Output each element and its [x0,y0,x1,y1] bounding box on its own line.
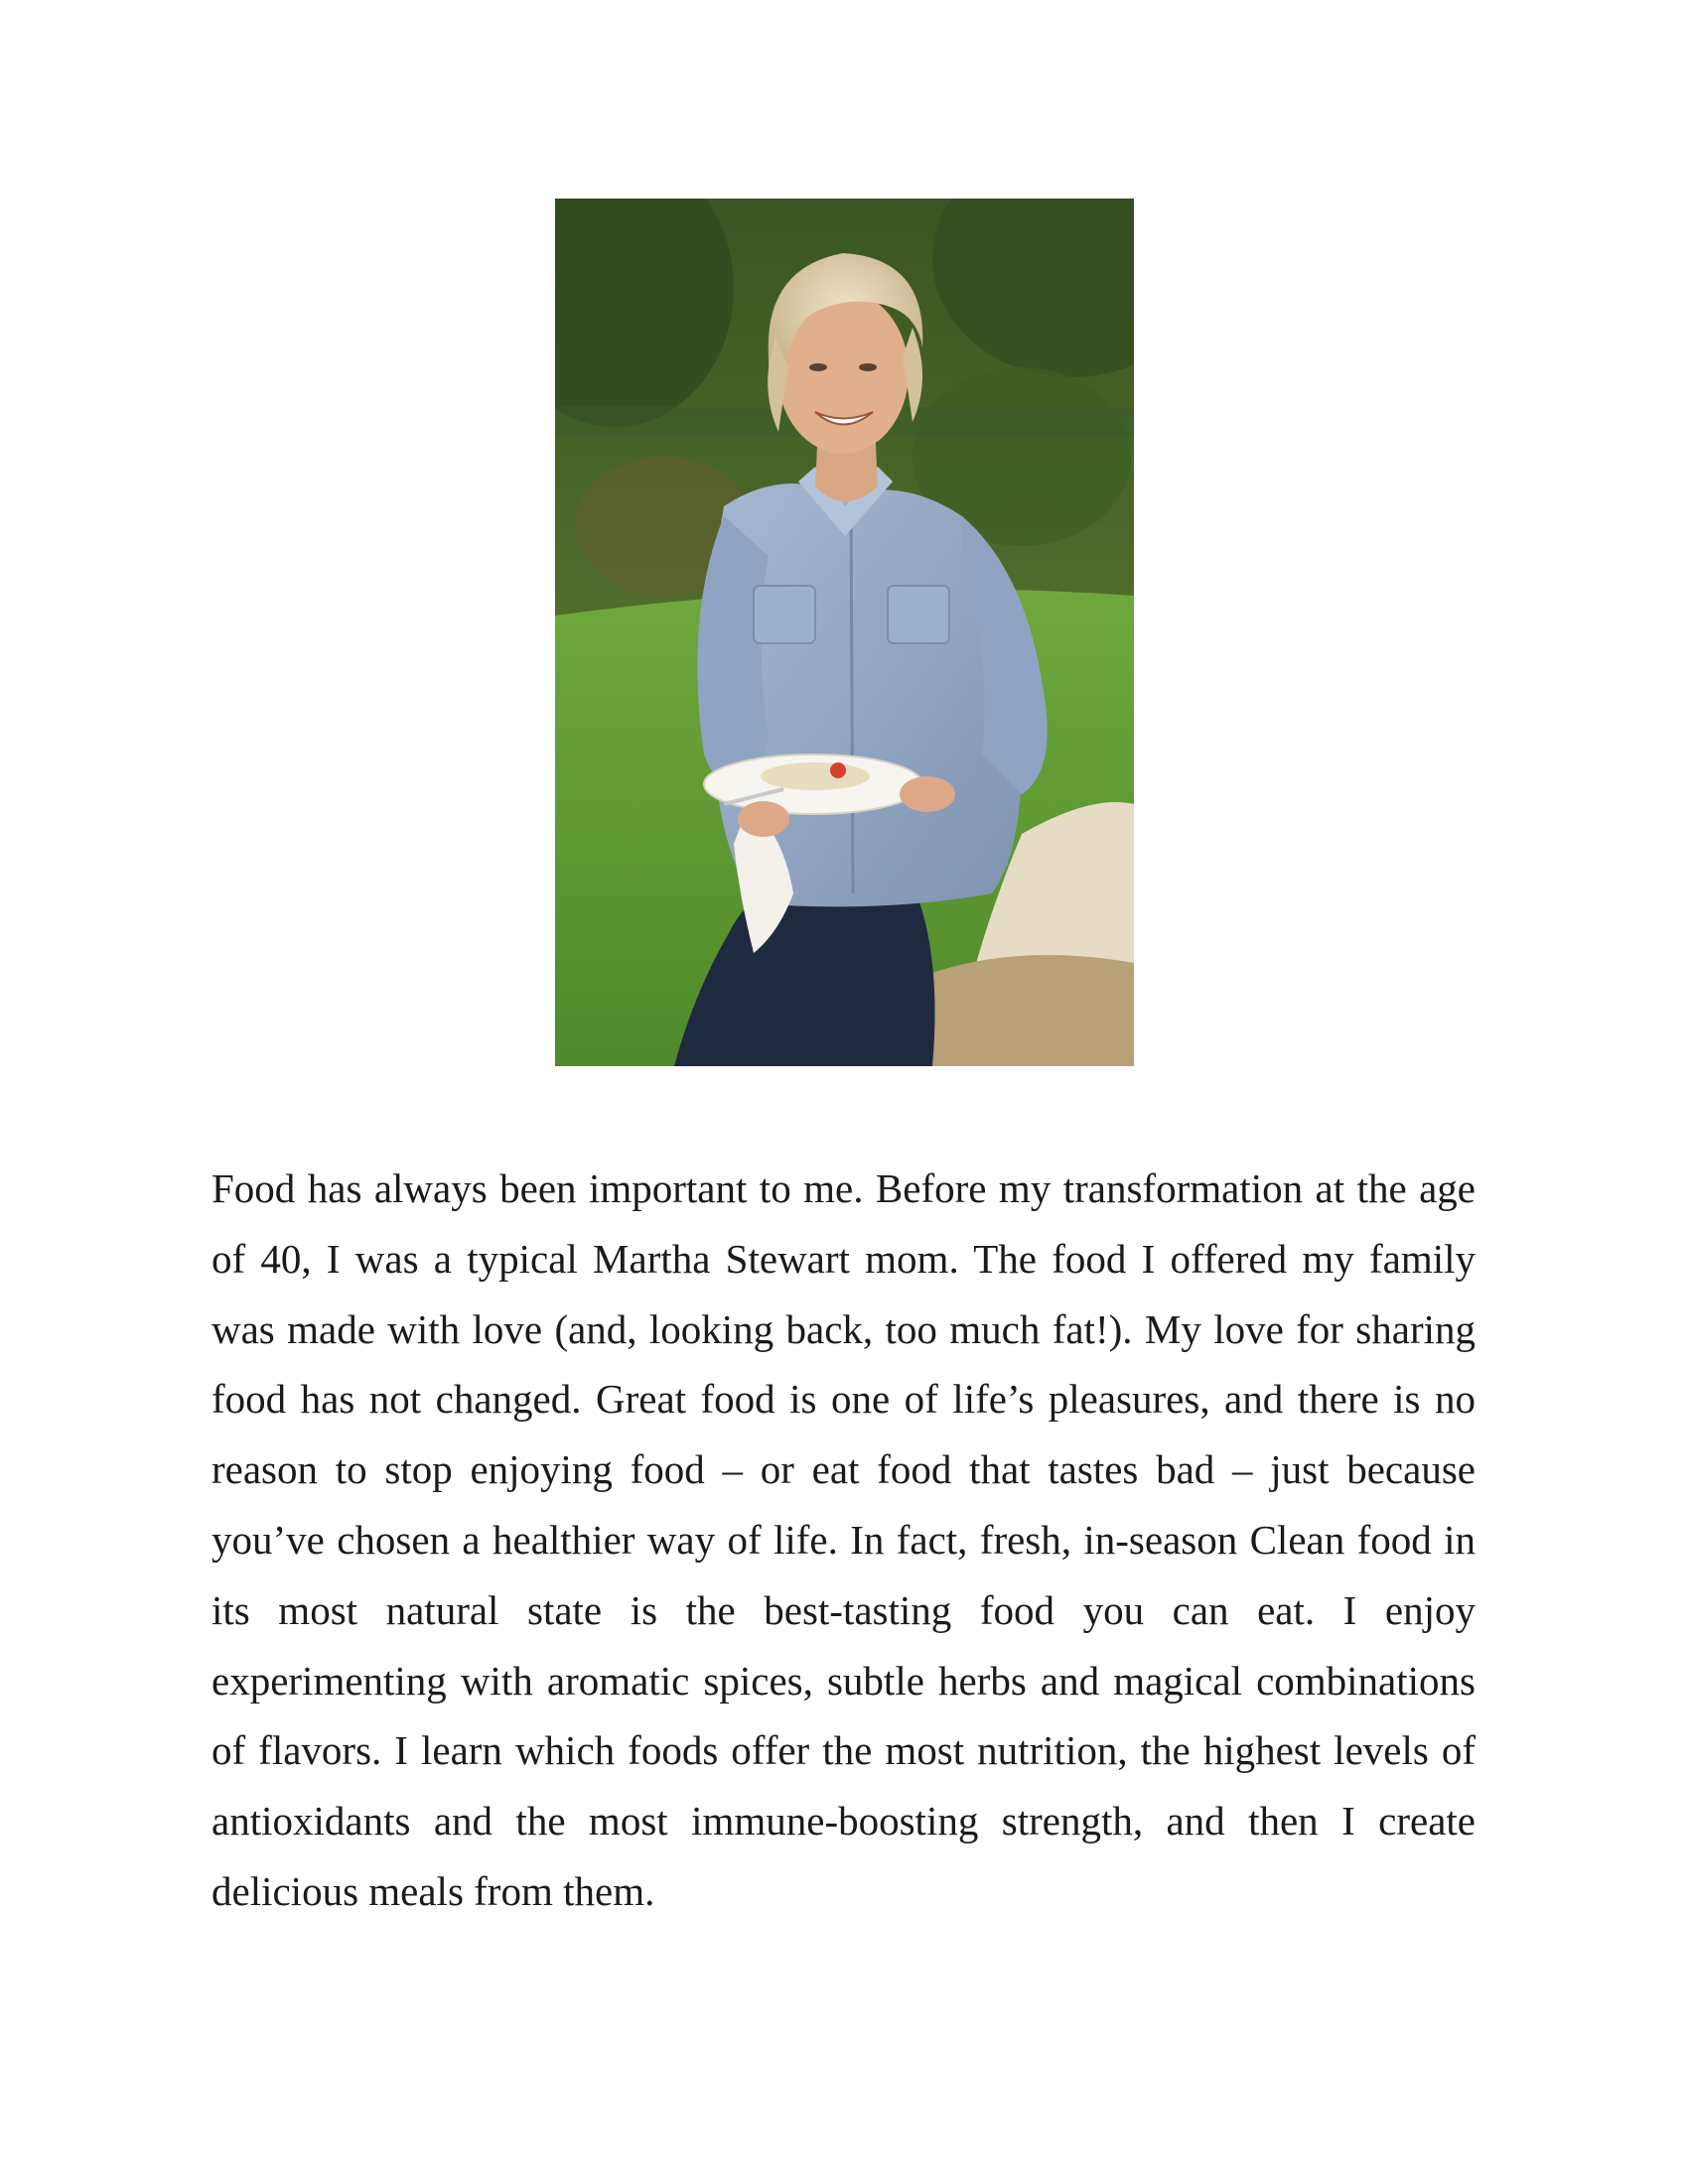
author-photo [555,199,1134,1066]
author-photo-illustration [555,199,1134,1066]
body-paragraph: Food has always been important to me. Before my transformation at the age of 40, I was a typical Martha Stewart mom. The food I offered my family was made with love (and, looking back, too much fat!). My love for sharing food has not changed. Great food is one of life’s pleasures, and there is no reason to stop enjoying food – or eat food that tastes bad – just because you’ve chosen a healthier way of life. In fact, fresh, in-season Clean food in its most natural state is the best-tasting food you can eat. I enjoy experimenting with aromatic spices, subtle herbs and magical combinations of flavors. I learn which foods offer the most nutrition, the highest levels of antioxidants and the most immune-boosting strength, and then I create delicious meals from them. [211,1165,1476,1914]
